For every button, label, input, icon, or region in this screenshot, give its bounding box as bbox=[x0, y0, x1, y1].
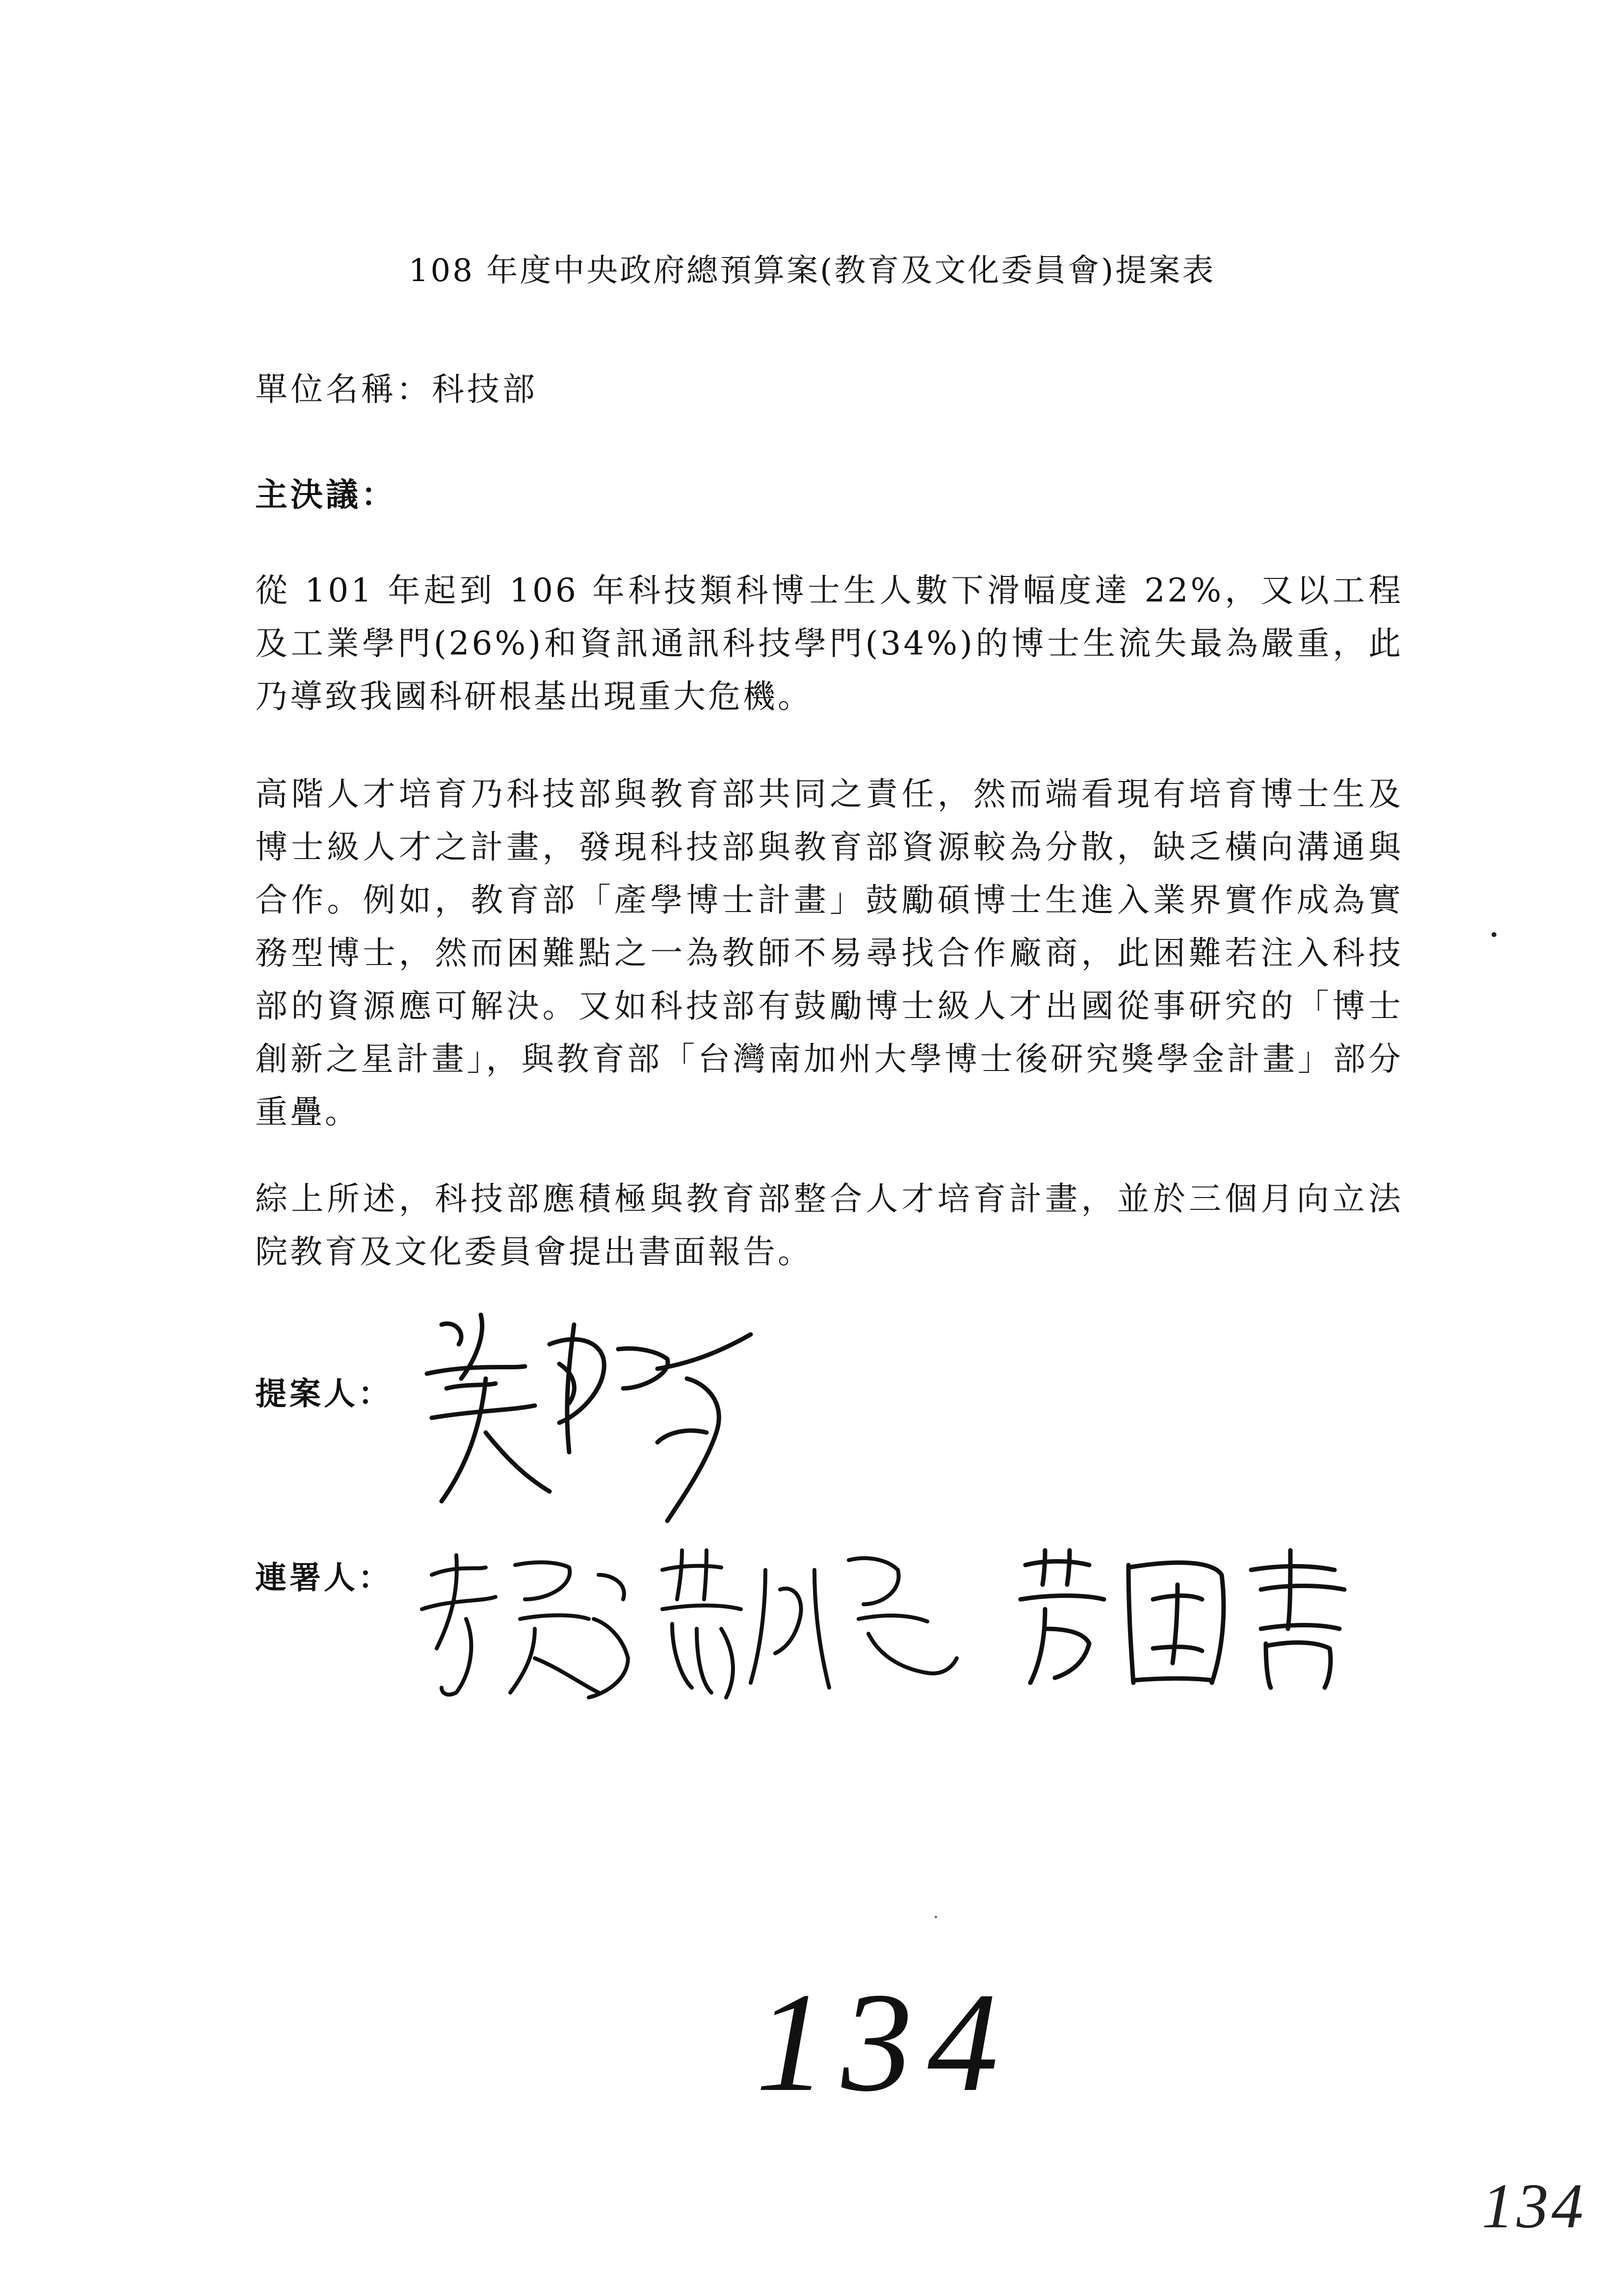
page-number-text: 134 bbox=[756, 1963, 1013, 2121]
unit-name: 單位名稱：科技部 bbox=[255, 370, 538, 408]
corner-number-text: 134 bbox=[1482, 2171, 1586, 2242]
handwritten-corner-number bbox=[1482, 2168, 1590, 2242]
paragraph-decline: 從 101 年起到 106 年科技類科博士生人數下滑幅度達 22%，又以工程及工業學門(26%)和資訊通訊科技學門(34%)的博士生流失最為嚴重，此乃導致我國科研根基出現重大危機。 bbox=[255, 572, 1403, 715]
paragraph-conclusion: 綜上所述，科技部應積極與教育部整合人才培育計畫，並於三個月向立法院教育及文化委員會提出書面報告。 bbox=[255, 1180, 1403, 1271]
cosigner-signature-1 bbox=[412, 1545, 638, 1712]
cosigner-signature-3 bbox=[1016, 1545, 1359, 1693]
proposer-signature bbox=[412, 1305, 765, 1540]
scan-speck bbox=[935, 1916, 937, 1918]
cosigner-signature-2 bbox=[653, 1540, 967, 1717]
handwritten-page-number bbox=[756, 1963, 1013, 2121]
paragraph-responsibility: 高階人才培育乃科技部與教育部共同之責任，然而端看現有培育博士生及博士級人才之計畫，發現科技部與教育部資源較為分散，缺乏橫向溝通與合作。例如，教育部「產學博士計畫」鼓勵碩博士生進入業界實作成為實務型博士，然而困難點之一為教師不易尋找合作廠商，此困難若注入科技部的資源應可解決。又如科技部有鼓勵博士級人才出國從事研究的「博士創新之星計畫」，與教育部「台灣南加州大學博士後研究獎學金計畫」部分重疊。 bbox=[255, 775, 1403, 1131]
main-resolution-label: 主決議： bbox=[255, 475, 396, 514]
proposer-label: 提案人： bbox=[255, 1376, 393, 1412]
scan-dot bbox=[1492, 932, 1496, 937]
document-title: 108 年度中央政府總預算案(教育及文化委員會)提案表 bbox=[408, 253, 1216, 289]
cosigner-label: 連署人： bbox=[255, 1560, 393, 1596]
